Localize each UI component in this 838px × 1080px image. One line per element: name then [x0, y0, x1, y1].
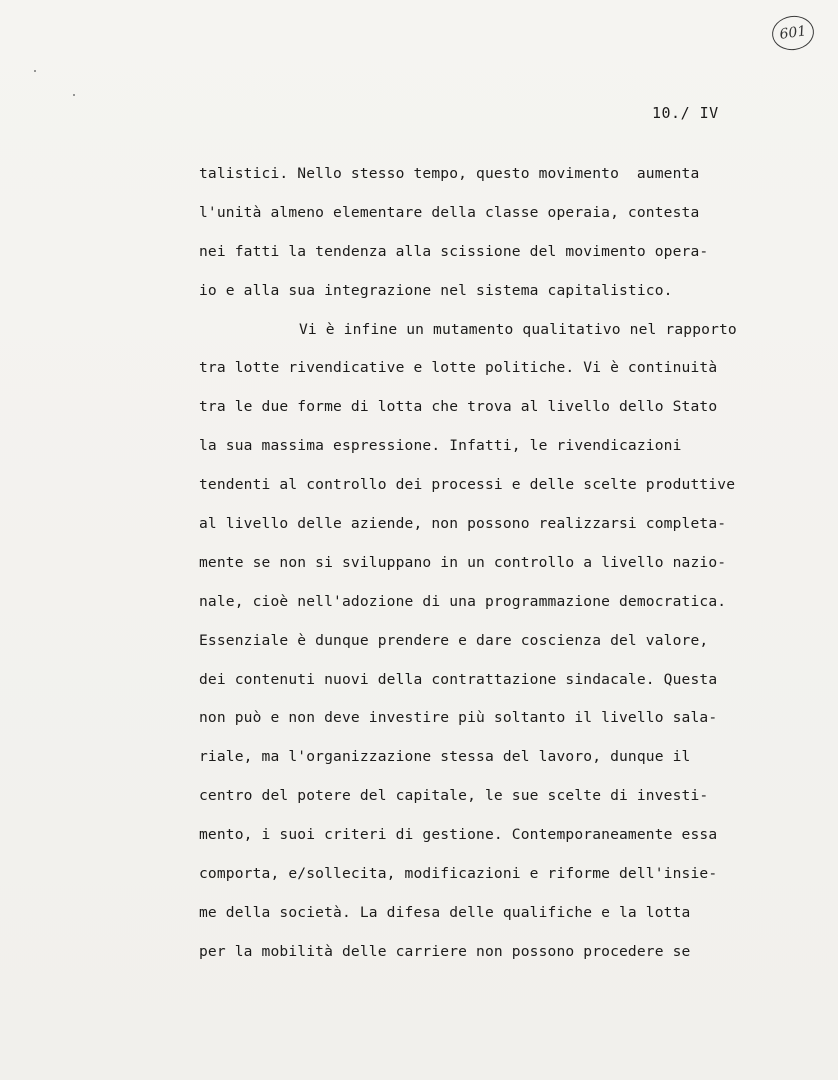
text-line: la sua massima espressione. Infatti, le rivendicazioni — [199, 437, 682, 455]
body-text — [199, 163, 799, 980]
text-line: Essenziale è dunque prendere e dare coscienza del valore, — [199, 631, 709, 649]
text-line: per la mobilità delle carriere non possono procedere se — [199, 942, 691, 960]
text-line: comporta, e/sollecita, modificazioni e riforme dell'insie- — [199, 865, 718, 883]
text-line: nale, cioè nell'adozione di una programmazione democratica. — [199, 592, 727, 610]
paragraph-start-line: Vi è infine un mutamento qualitativo nel rapporto — [299, 320, 737, 338]
text-line: centro del potere del capitale, le sue scelte di investi- — [199, 787, 709, 805]
text-line: tra le due forme di lotta che trova al livello dello Stato — [199, 398, 718, 416]
text-line: mento, i suoi criteri di gestione. Contemporaneamente essa — [199, 826, 718, 844]
text-line: me della società. La difesa delle qualifiche e la lotta — [199, 903, 691, 921]
text-line: non può e non deve investire più soltanto il livello sala- — [199, 709, 718, 727]
text-line: nei fatti la tendenza alla scissione del movimento opera- — [199, 242, 709, 260]
text-line: riale, ma l'organizzazione stessa del lavoro, dunque il — [199, 748, 691, 766]
text-line: dei contenuti nuovi della contrattazione sindacale. Questa — [199, 670, 718, 688]
paper-speck — [73, 94, 75, 96]
text-line: tra lotte rivendicative e lotte politiche. Vi è continuità — [199, 359, 718, 377]
text-line: talistici. Nello stesso tempo, questo movimento aumenta — [199, 165, 700, 182]
text-line: io e alla sua integrazione nel sistema capitalistico. — [199, 281, 673, 299]
text-line: tendenti al controllo dei processi e delle scelte produttive — [199, 476, 736, 494]
archive-stamp: 601 — [770, 13, 816, 53]
text-line: l'unità almeno elementare della classe operaia, contesta — [199, 203, 700, 221]
paper-speck — [34, 70, 36, 72]
text-line: mente se non si sviluppano in un controllo a livello nazio- — [199, 553, 727, 571]
text-line: al livello delle aziende, non possono realizzarsi completa- — [199, 515, 727, 533]
page-number: 10./ IV — [652, 104, 719, 122]
